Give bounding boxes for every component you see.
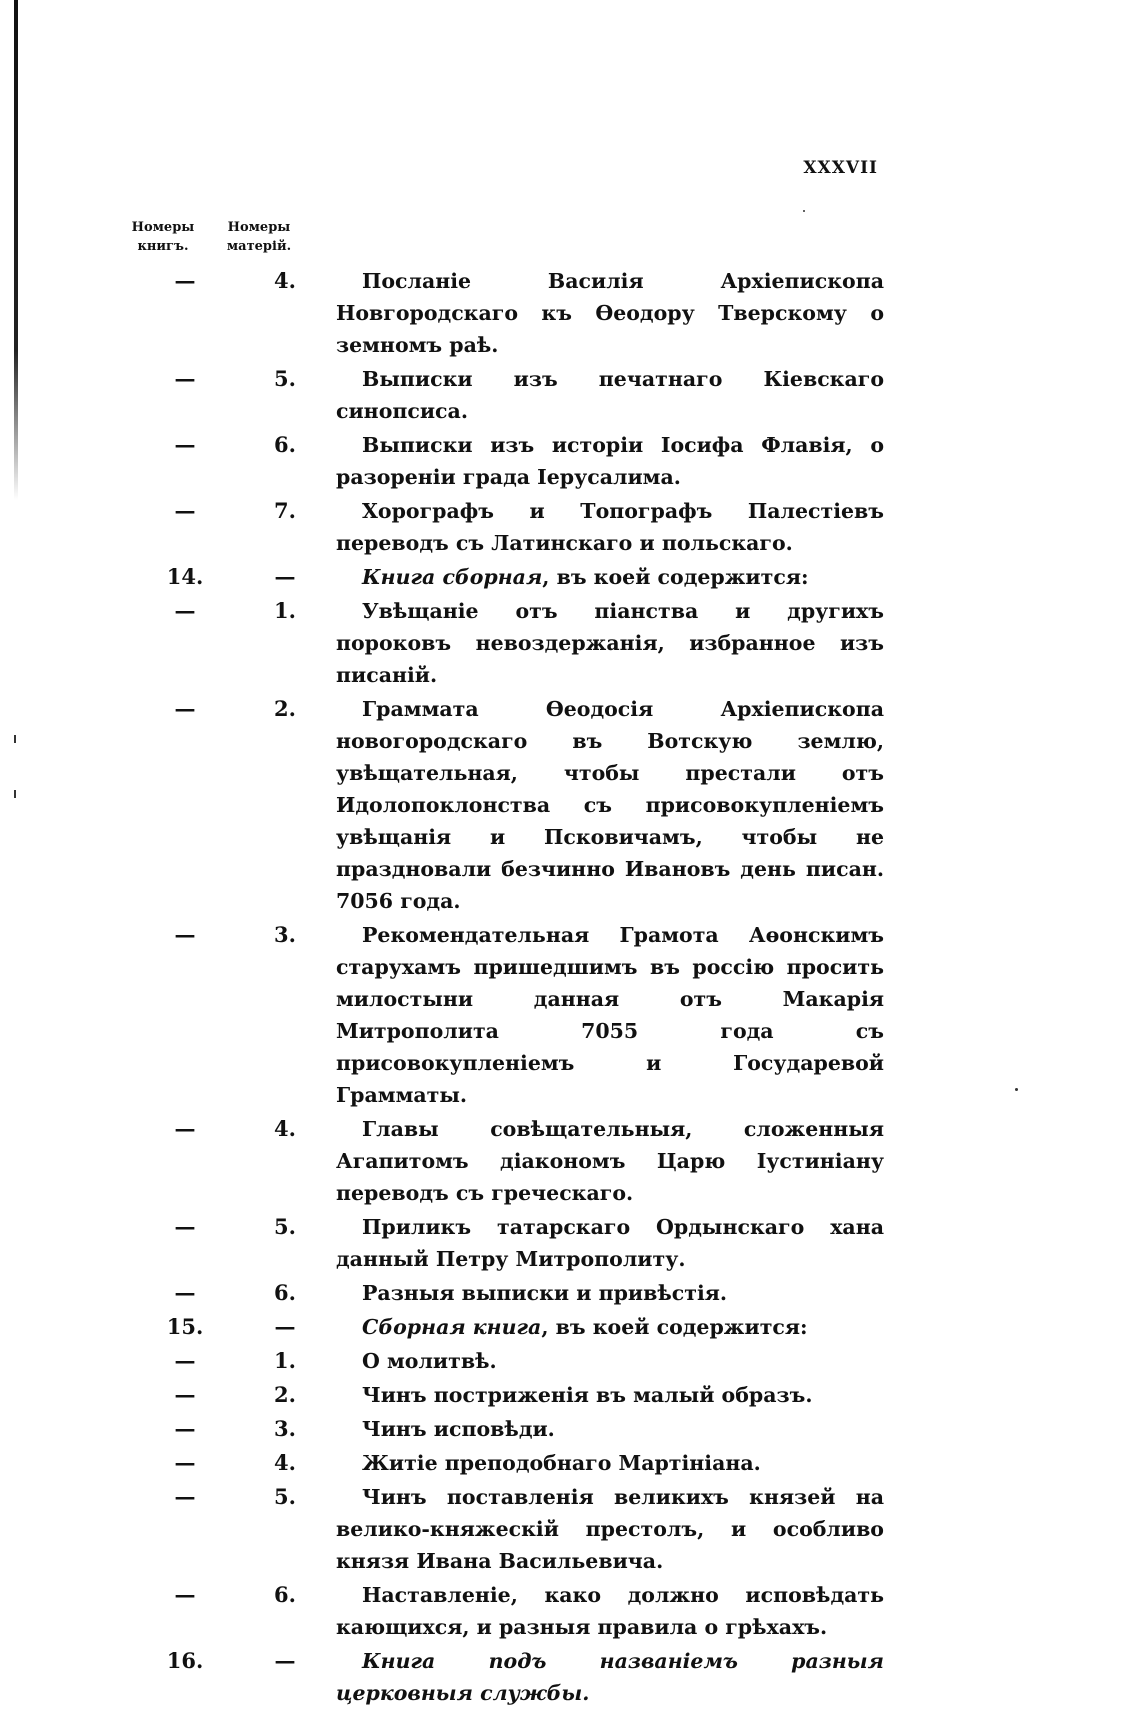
catalog-entry <box>150 1277 890 1309</box>
entry-description <box>336 1413 890 1445</box>
column-header-materials-line2: матерій. <box>226 239 292 254</box>
material-number: 1. <box>274 598 296 623</box>
book-number: — <box>174 1214 196 1239</box>
catalog-entry <box>150 561 890 593</box>
book-number: — <box>174 1450 196 1475</box>
entry-description <box>336 561 890 593</box>
catalog-entry <box>150 919 890 1111</box>
entry-description <box>336 495 890 559</box>
catalog-entry <box>150 495 890 559</box>
catalog-entries <box>150 265 890 1711</box>
catalog-entry <box>150 693 890 917</box>
entry-text: Посланіе Василія Архіепископа Новгородскаго къ Өеодору Тверскому о земномъ раѣ. <box>336 269 884 357</box>
material-number: 1. <box>274 1348 296 1373</box>
entry-description <box>336 919 890 1111</box>
book-number: — <box>174 1416 196 1441</box>
entry-description <box>336 363 890 427</box>
entry-text: Житіе преподобнаго Мартініана. <box>362 1451 761 1475</box>
entry-title-italic: Сборная книга <box>362 1315 542 1339</box>
column-header-materials <box>214 218 304 256</box>
catalog-entry <box>150 1579 890 1643</box>
material-number: 7. <box>274 498 296 523</box>
entry-text: Граммата Өеодосія Архіепископа новогородскаго въ Вотскую землю, увѣщательная, чтобы престали отъ Идолопоклонства съ присовокупленіемъ увѣщанія и Псковичамъ, чтобы не праздновали безчинно Ивановъ день писан. 7056 года. <box>336 697 884 913</box>
material-number: 3. <box>274 1416 296 1441</box>
book-number: — <box>174 498 196 523</box>
book-number: — <box>174 1484 196 1509</box>
material-number: 6. <box>274 1280 296 1305</box>
entry-text: Увѣщаніе отъ піанства и другихъ пороковъ невоздержанія, избранное изъ писаній. <box>336 599 884 687</box>
entry-text: Чинъ поставленія великихъ князей на велико-княжескій престолъ, и особливо князя Ивана Васильевича. <box>336 1485 884 1573</box>
book-number: — <box>174 922 196 947</box>
material-number: 5. <box>274 1214 296 1239</box>
column-header-books-line2: книгъ. <box>137 239 189 254</box>
material-number: — <box>274 564 296 589</box>
book-number: — <box>174 1280 196 1305</box>
entry-text: Приликъ татарскаго Ордынскаго хана данный Петру Митрополиту. <box>336 1215 884 1271</box>
entry-title-italic: Книга подъ названіемъ разныя церковныя службы. <box>336 1649 884 1705</box>
entry-description <box>336 1211 890 1275</box>
material-number: 4. <box>274 1450 296 1475</box>
book-number: — <box>174 1582 196 1607</box>
material-number: 6. <box>274 432 296 457</box>
entry-text: Выписки изъ исторіи Іосифа Флавія, о разореніи града Іерусалима. <box>336 433 884 489</box>
material-number: 4. <box>274 268 296 293</box>
entry-description <box>336 693 890 917</box>
book-number: — <box>174 366 196 391</box>
material-number: 3. <box>274 922 296 947</box>
catalog-entry <box>150 429 890 493</box>
book-number: — <box>174 696 196 721</box>
entry-description <box>336 1113 890 1209</box>
book-number: — <box>174 432 196 457</box>
entry-text: Разныя выписки и привѣстія. <box>362 1281 728 1305</box>
scan-speck <box>14 790 16 798</box>
column-header-materials-line1: Номеры <box>227 220 291 235</box>
scan-speck <box>1015 1088 1018 1091</box>
catalog-entry <box>150 595 890 691</box>
catalog-entry <box>150 1413 890 1445</box>
entry-title-italic: Книга сборная <box>362 565 543 589</box>
entry-text: Наставленіе, како должно исповѣдать кающихся, и разныя правила о грѣхахъ. <box>336 1583 884 1639</box>
catalog-entry <box>150 1113 890 1209</box>
material-number: — <box>274 1648 296 1673</box>
page-number: XXXVII <box>803 158 878 178</box>
catalog-entry <box>150 265 890 361</box>
entry-text: Главы совѣщательныя, сложенныя Агапитомъ діакономъ Царю Іустиніану переводъ съ греческаго. <box>336 1117 884 1205</box>
catalog-entry <box>150 1379 890 1411</box>
entry-description <box>336 429 890 493</box>
entry-text: , въ коей содержится: <box>541 1315 808 1339</box>
material-number: 2. <box>274 1382 296 1407</box>
book-number: — <box>174 268 196 293</box>
entry-description <box>336 595 890 691</box>
material-number: 6. <box>274 1582 296 1607</box>
entry-description <box>336 1447 890 1479</box>
column-header-books-line1: Номеры <box>131 220 195 235</box>
entry-text: , въ коей содержится: <box>542 565 809 589</box>
catalog-entry <box>150 1481 890 1577</box>
entry-description <box>336 1345 890 1377</box>
material-number: 5. <box>274 1484 296 1509</box>
entry-text: Чинъ исповѣди. <box>362 1417 555 1441</box>
entry-description <box>336 1645 890 1709</box>
book-number: 16. <box>166 1648 204 1673</box>
binding-shadow <box>14 0 18 500</box>
entry-text: Рекомендательная Грамота Аөонскимъ старухамъ пришедшимъ въ россію просить милостыни данная отъ Макарія Митрополита 7055 года съ присовокупленіемъ и Государевой Грамматы. <box>336 923 884 1107</box>
book-number: 14. <box>166 564 204 589</box>
entry-description <box>336 1379 890 1411</box>
entry-description <box>336 1311 890 1343</box>
book-number: 15. <box>166 1314 204 1339</box>
column-header-books <box>118 218 208 256</box>
catalog-entry <box>150 1311 890 1343</box>
book-number: — <box>174 1348 196 1373</box>
catalog-entry <box>150 1345 890 1377</box>
entry-text: О молитвѣ. <box>362 1349 497 1373</box>
entry-description <box>336 1277 890 1309</box>
book-number: — <box>174 1116 196 1141</box>
scan-speck <box>803 210 805 212</box>
material-number: — <box>274 1314 296 1339</box>
material-number: 4. <box>274 1116 296 1141</box>
entry-description <box>336 1579 890 1643</box>
entry-text: Чинъ постриженія въ малый образъ. <box>362 1383 813 1407</box>
book-number: — <box>174 598 196 623</box>
catalog-entry <box>150 1211 890 1275</box>
book-number: — <box>174 1382 196 1407</box>
catalog-entry <box>150 363 890 427</box>
catalog-entry <box>150 1645 890 1709</box>
catalog-entry <box>150 1447 890 1479</box>
entry-text: Хорографъ и Топографъ Палестіевъ переводъ съ Латинскаго и польскаго. <box>336 499 884 555</box>
material-number: 2. <box>274 696 296 721</box>
entry-description <box>336 265 890 361</box>
entry-text: Выписки изъ печатнаго Кіевскаго синопсиса. <box>336 367 884 423</box>
scan-speck <box>14 735 16 743</box>
material-number: 5. <box>274 366 296 391</box>
entry-description <box>336 1481 890 1577</box>
